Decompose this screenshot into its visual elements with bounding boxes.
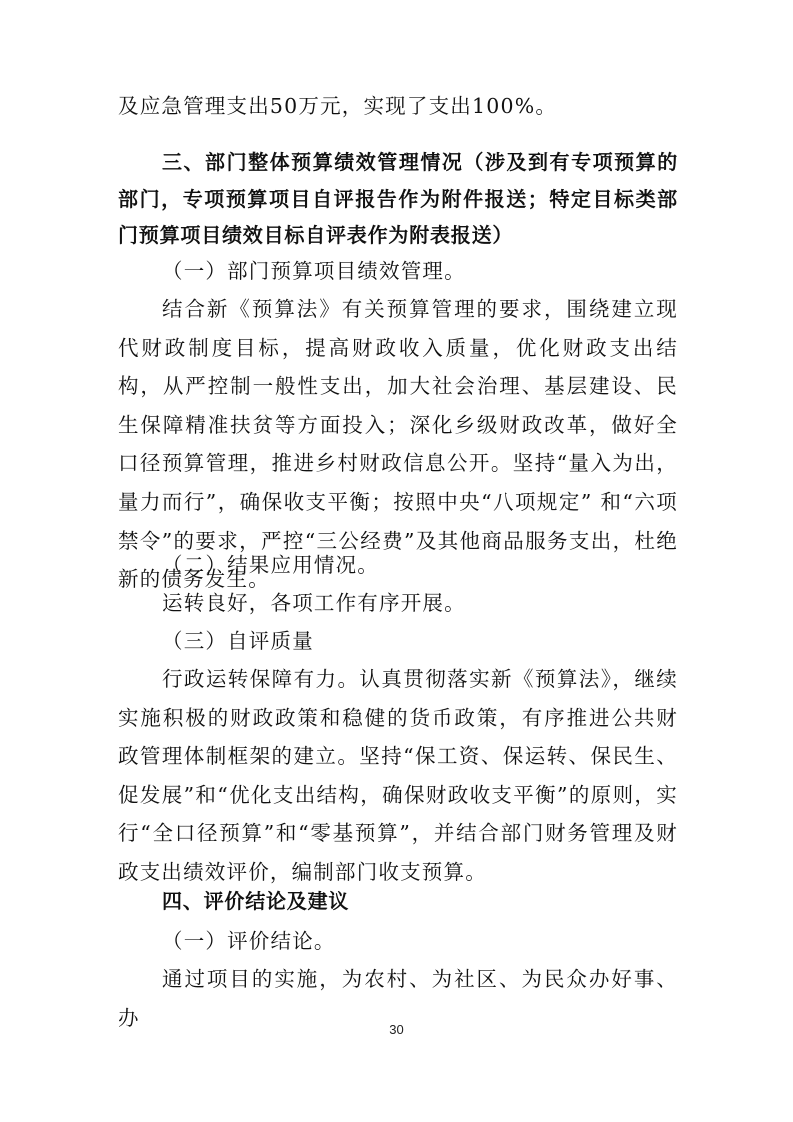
- paragraph-budget-management: 结合新《预算法》有关预算管理的要求，围绕建立现代财政制度目标，提高财政收入质量，优化财政支出结构，从严控制一般性支出，加大社会治理、基层建设、民生保障精准扶贫等方面投入；深化乡级财政改革，做好全口径预算管理，推进乡村财政信息公开。坚持“量入为出，量力而行”，确保收支平衡；按照中央“八项规定” 和“六项禁令”的要求，严控“三公经费”及其他商品服务支出，杜绝新的债务发生。: [118, 297, 678, 592]
- paragraph-self-evaluation: 行政运转保障有力。认真贯彻落实新《预算法》，继续实施积极的财政政策和稳健的货币政策，有序推进公共财政管理体制框架的建立。坚持“保工资、保运转、保民生、促发展”和“优化支出结构，确保财政收支平衡”的原则，实行“全口径预算”和“零基预算”，并结合部门财务管理及财政支出绩效评价，编制部门收支预算。: [118, 667, 678, 884]
- subheading-4-1: （一）评价结论。: [162, 929, 336, 953]
- page-number: 30: [389, 1022, 404, 1037]
- heading-section-3: 三、部门整体预算绩效管理情况（涉及到有专项预算的部门，专项预算项目自评报告作为附件报送；特定目标类部门预算项目绩效目标自评表作为附表报送）: [118, 150, 678, 247]
- paragraph-expenditure-completion: 及应急管理支出50万元，实现了支出100%。: [118, 94, 558, 118]
- subheading-3-3: （三）自评质量: [162, 629, 314, 653]
- subheading-3-2: （二）结果应用情况。: [162, 553, 379, 577]
- paragraph-conclusion: 通过项目的实施，为农村、为社区、为民众办好事、办: [118, 967, 678, 1030]
- subheading-3-1: （一）部门预算项目绩效管理。: [162, 259, 466, 283]
- paragraph-results: 运转良好，各项工作有序开展。: [162, 591, 466, 615]
- heading-section-4: 四、评价结论及建议: [162, 889, 350, 913]
